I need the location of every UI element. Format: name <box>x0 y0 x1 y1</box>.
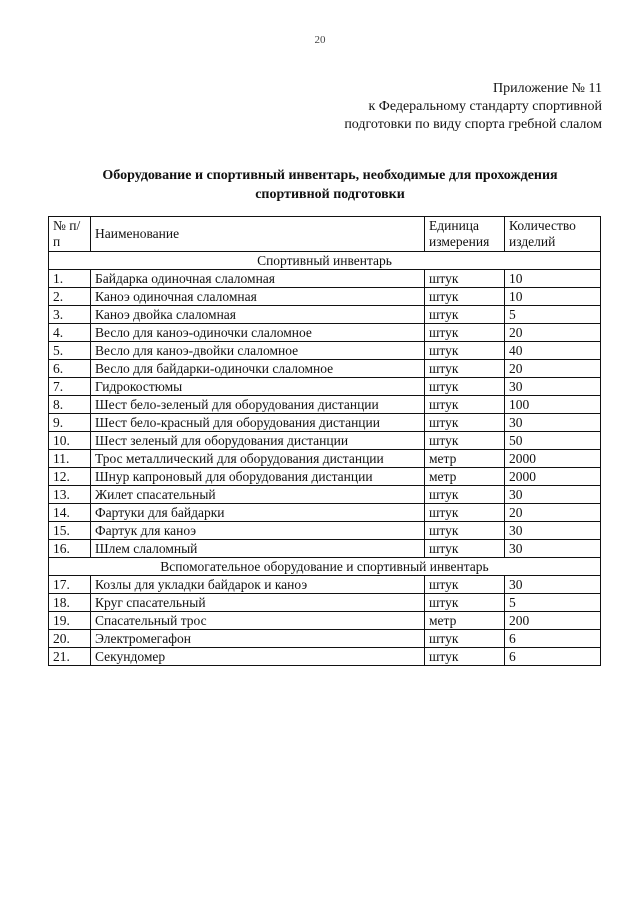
table-row <box>49 342 601 360</box>
item-unit: штук <box>425 306 505 324</box>
item-quantity: 30 <box>505 378 601 396</box>
item-name: Секундомер <box>91 648 425 666</box>
table-row <box>49 270 601 288</box>
equipment-table <box>48 216 601 666</box>
item-name: Спасательный трос <box>91 612 425 630</box>
item-unit: штук <box>425 324 505 342</box>
item-quantity: 40 <box>505 342 601 360</box>
item-quantity: 30 <box>505 522 601 540</box>
appendix-line-3: подготовки по виду спорта гребной слалом <box>344 117 602 132</box>
item-unit: штук <box>425 378 505 396</box>
header-quantity: Количество изделий <box>505 217 601 252</box>
row-number: 8. <box>49 396 91 414</box>
item-name: Каноэ одиночная слаломная <box>91 288 425 306</box>
item-unit: штук <box>425 414 505 432</box>
item-unit: штук <box>425 432 505 450</box>
item-quantity: 200 <box>505 612 601 630</box>
row-number: 21. <box>49 648 91 666</box>
item-name: Фартуки для байдарки <box>91 504 425 522</box>
table-header-row <box>49 217 601 252</box>
item-name: Весло для каноэ-двойки слаломное <box>91 342 425 360</box>
item-quantity: 20 <box>505 360 601 378</box>
table-row <box>49 288 601 306</box>
item-unit: штук <box>425 342 505 360</box>
item-name: Фартук для каноэ <box>91 522 425 540</box>
item-unit: метр <box>425 450 505 468</box>
section-title: Вспомогательное оборудование и спортивный инвентарь <box>49 558 601 576</box>
item-name: Трос металлический для оборудования дистанции <box>91 450 425 468</box>
row-number: 14. <box>49 504 91 522</box>
header-unit: Единица измерения <box>425 217 505 252</box>
item-name: Шест зеленый для оборудования дистанции <box>91 432 425 450</box>
table-row <box>49 396 601 414</box>
row-number: 10. <box>49 432 91 450</box>
row-number: 19. <box>49 612 91 630</box>
table-body <box>49 252 601 666</box>
item-unit: штук <box>425 504 505 522</box>
item-quantity: 6 <box>505 648 601 666</box>
item-name: Каноэ двойка слаломная <box>91 306 425 324</box>
row-number: 6. <box>49 360 91 378</box>
item-name: Жилет спасательный <box>91 486 425 504</box>
item-quantity: 30 <box>505 486 601 504</box>
item-name: Шест бело-зеленый для оборудования дистанции <box>91 396 425 414</box>
row-number: 12. <box>49 468 91 486</box>
table-row <box>49 576 601 594</box>
row-number: 1. <box>49 270 91 288</box>
row-number: 9. <box>49 414 91 432</box>
table-row <box>49 540 601 558</box>
row-number: 17. <box>49 576 91 594</box>
section-row <box>49 252 601 270</box>
item-quantity: 20 <box>505 324 601 342</box>
item-name: Козлы для укладки байдарок и каноэ <box>91 576 425 594</box>
row-number: 2. <box>49 288 91 306</box>
page-number: 20 <box>314 34 326 46</box>
table-row <box>49 360 601 378</box>
row-number: 18. <box>49 594 91 612</box>
item-unit: штук <box>425 522 505 540</box>
item-name: Шлем слаломный <box>91 540 425 558</box>
item-unit: штук <box>425 288 505 306</box>
item-name: Весло для байдарки-одиночки слаломное <box>91 360 425 378</box>
appendix-line-2: к Федеральному стандарту спортивной <box>368 99 602 114</box>
item-quantity: 5 <box>505 306 601 324</box>
table-row <box>49 594 601 612</box>
appendix-line-1: Приложение № 11 <box>493 81 602 96</box>
item-quantity: 10 <box>505 288 601 306</box>
item-quantity: 2000 <box>505 468 601 486</box>
item-unit: штук <box>425 270 505 288</box>
item-unit: штук <box>425 594 505 612</box>
document-title <box>40 166 620 204</box>
table-row <box>49 522 601 540</box>
item-quantity: 100 <box>505 396 601 414</box>
section-row <box>49 558 601 576</box>
table-row <box>49 630 601 648</box>
table-row <box>49 486 601 504</box>
item-quantity: 30 <box>505 414 601 432</box>
item-name: Круг спасательный <box>91 594 425 612</box>
row-number: 3. <box>49 306 91 324</box>
table-row <box>49 468 601 486</box>
row-number: 5. <box>49 342 91 360</box>
table-row <box>49 504 601 522</box>
item-unit: штук <box>425 630 505 648</box>
item-quantity: 10 <box>505 270 601 288</box>
item-unit: штук <box>425 540 505 558</box>
item-quantity: 30 <box>505 576 601 594</box>
item-unit: метр <box>425 468 505 486</box>
title-line-2: спортивной подготовки <box>255 187 405 202</box>
row-number: 15. <box>49 522 91 540</box>
table-row <box>49 324 601 342</box>
item-quantity: 50 <box>505 432 601 450</box>
row-number: 11. <box>49 450 91 468</box>
item-quantity: 20 <box>505 504 601 522</box>
item-name: Байдарка одиночная слаломная <box>91 270 425 288</box>
table-row <box>49 414 601 432</box>
row-number: 13. <box>49 486 91 504</box>
title-line-1: Оборудование и спортивный инвентарь, необходимые для прохождения <box>102 168 558 183</box>
header-name: Наименование <box>91 217 425 252</box>
item-unit: метр <box>425 612 505 630</box>
item-unit: штук <box>425 360 505 378</box>
row-number: 4. <box>49 324 91 342</box>
table-row <box>49 648 601 666</box>
table-row <box>49 450 601 468</box>
item-quantity: 5 <box>505 594 601 612</box>
item-name: Гидрокостюмы <box>91 378 425 396</box>
table-row <box>49 612 601 630</box>
item-name: Электромегафон <box>91 630 425 648</box>
item-quantity: 2000 <box>505 450 601 468</box>
item-name: Шнур капроновый для оборудования дистанции <box>91 468 425 486</box>
header-number: № п/п <box>49 217 91 252</box>
item-unit: штук <box>425 648 505 666</box>
item-unit: штук <box>425 576 505 594</box>
row-number: 20. <box>49 630 91 648</box>
row-number: 16. <box>49 540 91 558</box>
item-unit: штук <box>425 396 505 414</box>
item-name: Весло для каноэ-одиночки слаломное <box>91 324 425 342</box>
item-quantity: 30 <box>505 540 601 558</box>
item-quantity: 6 <box>505 630 601 648</box>
appendix-caption <box>282 80 602 134</box>
item-unit: штук <box>425 486 505 504</box>
table-row <box>49 378 601 396</box>
table-row <box>49 432 601 450</box>
row-number: 7. <box>49 378 91 396</box>
table-row <box>49 306 601 324</box>
item-name: Шест бело-красный для оборудования дистанции <box>91 414 425 432</box>
section-title: Спортивный инвентарь <box>49 252 601 270</box>
